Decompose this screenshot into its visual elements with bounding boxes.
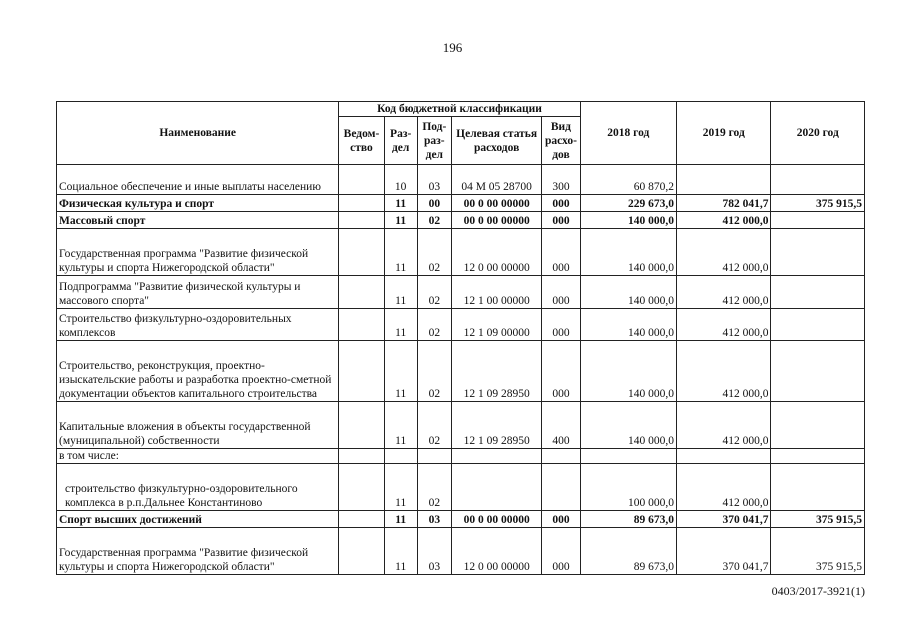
table-row xyxy=(57,165,865,195)
row-name: Массовый спорт xyxy=(57,212,339,229)
row-razdel: 11 xyxy=(384,528,417,575)
row-razdel: 11 xyxy=(384,402,417,449)
row-2019: 412 000,0 xyxy=(677,464,771,511)
row-pod: 03 xyxy=(417,511,451,528)
row-2020 xyxy=(771,402,865,449)
row-vid: 000 xyxy=(542,276,580,309)
row-name: Подпрограмма "Развитие физической культуры и массового спорта" xyxy=(57,276,339,309)
row-name: Строительство физкультурно-оздоровительных комплексов xyxy=(57,309,339,341)
row-2018 xyxy=(580,449,676,464)
table-row xyxy=(57,464,865,511)
header-vedomstvo: Ведом-ство xyxy=(339,117,384,165)
row-pod: 03 xyxy=(417,528,451,575)
row-razdel: 11 xyxy=(384,464,417,511)
header-classification: Код бюджетной классификации xyxy=(339,102,580,117)
row-2020 xyxy=(771,464,865,511)
row-razdel: 11 xyxy=(384,276,417,309)
row-name: Капитальные вложения в объекты государственной (муниципальной) собственности xyxy=(57,402,339,449)
row-2019: 412 000,0 xyxy=(677,276,771,309)
row-2019: 412 000,0 xyxy=(677,341,771,402)
row-name: в том числе: xyxy=(57,449,339,464)
row-ved xyxy=(339,195,384,212)
page-number: 196 xyxy=(442,40,463,55)
row-vid: 000 xyxy=(542,309,580,341)
row-ved xyxy=(339,341,384,402)
table-row xyxy=(57,341,865,402)
row-2020 xyxy=(771,165,865,195)
header-name: Наименование xyxy=(57,102,339,165)
row-2020: 375 915,5 xyxy=(771,528,865,575)
row-2019: 370 041,7 xyxy=(677,511,771,528)
row-target: 00 0 00 00000 xyxy=(451,195,541,212)
row-ved xyxy=(339,276,384,309)
row-2019: 412 000,0 xyxy=(677,309,771,341)
row-2020: 375 915,5 xyxy=(771,195,865,212)
row-pod: 02 xyxy=(417,212,451,229)
row-ved xyxy=(339,309,384,341)
row-vid: 000 xyxy=(542,528,580,575)
table-row xyxy=(57,511,865,528)
row-target: 12 1 00 00000 xyxy=(451,276,541,309)
row-name: Строительство, реконструкция, проектно-изыскательские работы и разработка проектно-сметной документации объектов капитального строительства xyxy=(57,341,339,402)
row-pod: 03 xyxy=(417,165,451,195)
row-razdel: 11 xyxy=(384,309,417,341)
row-name: Социальное обеспечение и иные выплаты населению xyxy=(57,165,339,195)
row-target: 12 0 00 00000 xyxy=(451,229,541,276)
row-2020: 375 915,5 xyxy=(771,511,865,528)
row-2018: 140 000,0 xyxy=(580,229,676,276)
table-row xyxy=(57,528,865,575)
row-ved xyxy=(339,464,384,511)
row-ved xyxy=(339,449,384,464)
row-pod: 02 xyxy=(417,402,451,449)
row-vid: 400 xyxy=(542,402,580,449)
row-target: 04 М 05 28700 xyxy=(451,165,541,195)
row-2018: 140 000,0 xyxy=(580,341,676,402)
row-target: 12 1 09 28950 xyxy=(451,341,541,402)
row-2019 xyxy=(677,165,771,195)
row-2020 xyxy=(771,276,865,309)
row-razdel: 11 xyxy=(384,229,417,276)
row-2019: 412 000,0 xyxy=(677,402,771,449)
header-2020: 2020 год xyxy=(771,102,865,165)
row-pod: 00 xyxy=(417,195,451,212)
row-name: Спорт высших достижений xyxy=(57,511,339,528)
row-vid: 000 xyxy=(542,341,580,402)
budget-table xyxy=(56,101,865,575)
row-name: Физическая культура и спорт xyxy=(57,195,339,212)
row-razdel xyxy=(384,449,417,464)
table-row xyxy=(57,276,865,309)
row-pod: 02 xyxy=(417,464,451,511)
header-razdel: Раз-дел xyxy=(384,117,417,165)
row-vid xyxy=(542,449,580,464)
table-row xyxy=(57,449,865,464)
row-ved xyxy=(339,165,384,195)
table-row xyxy=(57,212,865,229)
row-vid: 000 xyxy=(542,195,580,212)
row-ved xyxy=(339,229,384,276)
row-2018: 100 000,0 xyxy=(580,464,676,511)
row-2020 xyxy=(771,212,865,229)
row-2018: 60 870,2 xyxy=(580,165,676,195)
row-razdel: 11 xyxy=(384,212,417,229)
row-vid: 000 xyxy=(542,229,580,276)
row-name: строительство физкультурно-оздоровительного комплекса в р.п.Дальнее Константиново xyxy=(57,464,339,511)
row-target xyxy=(451,449,541,464)
row-2019: 370 041,7 xyxy=(677,528,771,575)
row-pod: 02 xyxy=(417,309,451,341)
row-target: 12 0 00 00000 xyxy=(451,528,541,575)
row-pod: 02 xyxy=(417,229,451,276)
row-razdel: 11 xyxy=(384,195,417,212)
row-2018: 140 000,0 xyxy=(580,276,676,309)
row-pod: 02 xyxy=(417,276,451,309)
table-row xyxy=(57,402,865,449)
row-vid: 000 xyxy=(542,511,580,528)
row-name: Государственная программа "Развитие физической культуры и спорта Нижегородской области" xyxy=(57,229,339,276)
row-vid xyxy=(542,464,580,511)
table-row xyxy=(57,195,865,212)
row-2020 xyxy=(771,341,865,402)
row-2020 xyxy=(771,309,865,341)
row-razdel: 11 xyxy=(384,341,417,402)
row-ved xyxy=(339,528,384,575)
row-2020 xyxy=(771,449,865,464)
row-target: 00 0 00 00000 xyxy=(451,212,541,229)
header-2018: 2018 год xyxy=(580,102,676,165)
row-name: Государственная программа "Развитие физической культуры и спорта Нижегородской области" xyxy=(57,528,339,575)
row-target: 00 0 00 00000 xyxy=(451,511,541,528)
row-razdel: 11 xyxy=(384,511,417,528)
row-2019: 412 000,0 xyxy=(677,229,771,276)
row-2018: 140 000,0 xyxy=(580,309,676,341)
row-target: 12 1 09 00000 xyxy=(451,309,541,341)
row-2018: 140 000,0 xyxy=(580,212,676,229)
row-2018: 89 673,0 xyxy=(580,528,676,575)
header-podrazdel: Под-раз-дел xyxy=(417,117,451,165)
header-target: Целевая статья расходов xyxy=(451,117,541,165)
header-2019: 2019 год xyxy=(677,102,771,165)
row-vid: 300 xyxy=(542,165,580,195)
row-pod: 02 xyxy=(417,341,451,402)
row-2018: 140 000,0 xyxy=(580,402,676,449)
document-code: 0403/2017-3921(1) xyxy=(771,584,865,598)
row-2019: 782 041,7 xyxy=(677,195,771,212)
header-vid: Вид расхо-дов xyxy=(542,117,580,165)
row-vid: 000 xyxy=(542,212,580,229)
row-razdel: 10 xyxy=(384,165,417,195)
row-2019 xyxy=(677,449,771,464)
row-target: 12 1 09 28950 xyxy=(451,402,541,449)
row-pod xyxy=(417,449,451,464)
row-2018: 89 673,0 xyxy=(580,511,676,528)
row-2020 xyxy=(771,229,865,276)
row-2019: 412 000,0 xyxy=(677,212,771,229)
row-2018: 229 673,0 xyxy=(580,195,676,212)
row-ved xyxy=(339,212,384,229)
row-ved xyxy=(339,511,384,528)
row-ved xyxy=(339,402,384,449)
table-row xyxy=(57,229,865,276)
table-row xyxy=(57,309,865,341)
row-target xyxy=(451,464,541,511)
